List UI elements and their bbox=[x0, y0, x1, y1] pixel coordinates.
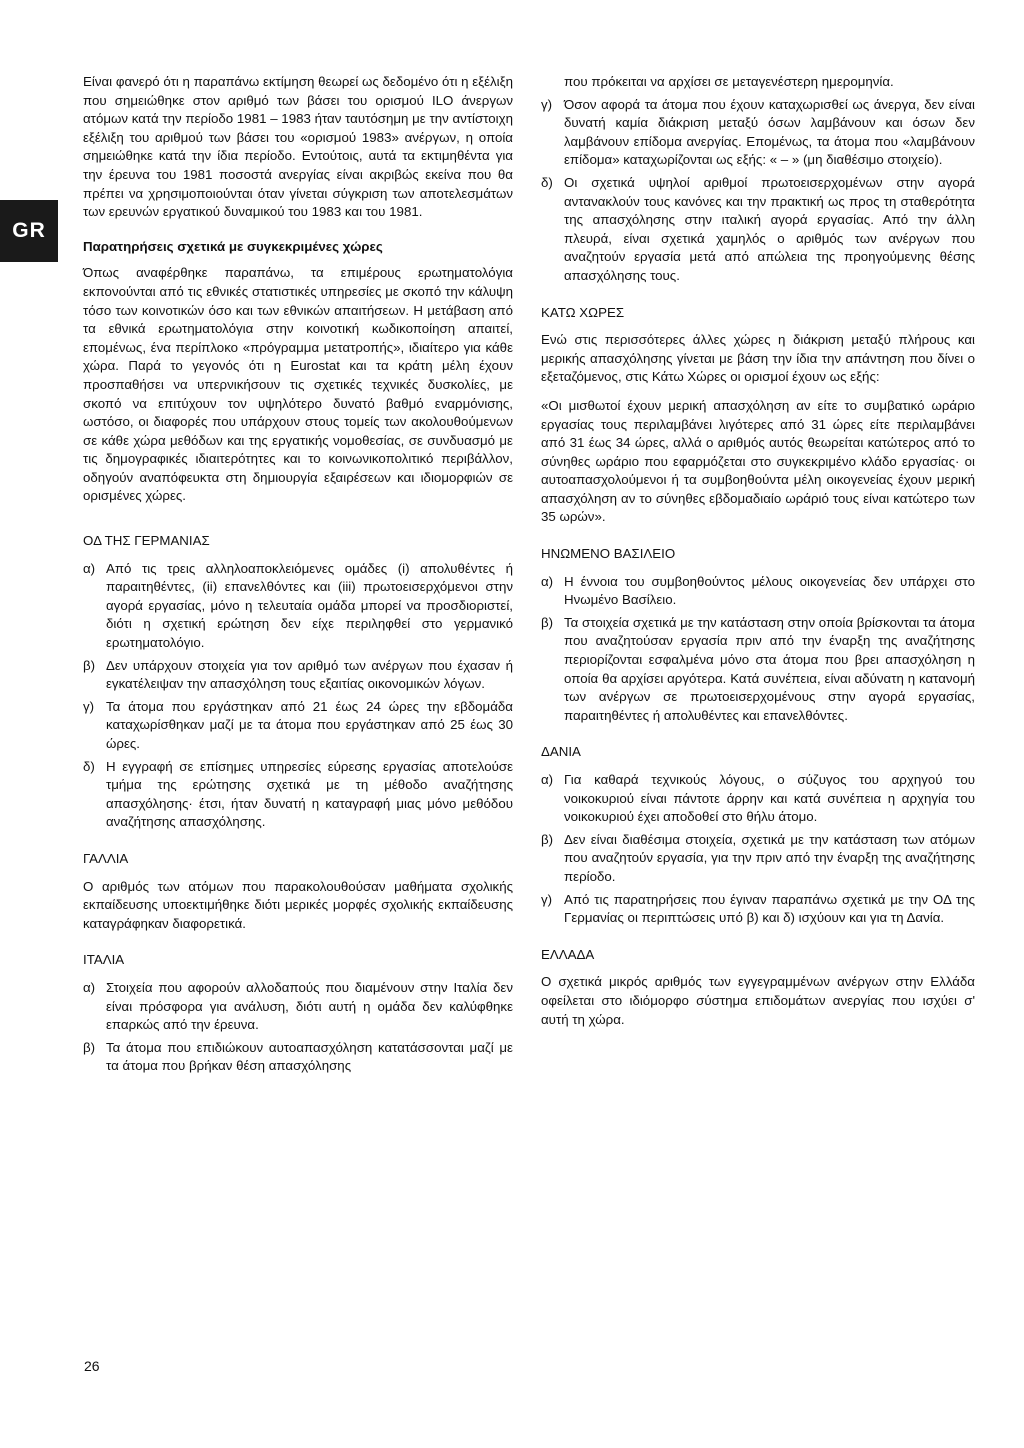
list-item-text: Τα άτομα που επιδιώκουν αυτοαπασχόληση κατατάσσονται μαζί με τα άτομα που βρήκαν θέση απασχόλησης bbox=[106, 1039, 513, 1074]
list-item-continuation bbox=[541, 73, 975, 92]
left-column bbox=[83, 73, 513, 1080]
france-paragraph: Ο αριθμός των ατόμων που παρακολουθούσαν μαθήματα σχολικής εκπαίδευσης υποεκτιμήθηκε διότι μερικές μορφές σχολικής εκπαίδευσης καταγράφηκαν διαφορετικά. bbox=[83, 878, 513, 931]
netherlands-definition: «Οι μισθωτοί έχουν μερική απασχόληση αν είτε το συμβατικό ωράριο εργασίας τους περιλαμβάνει λιγότερες από 31 ώρες είτε περιλαμβάνει από 31 έως 34 ώρες, αλλά ο αριθμός αυτός θεωρείται κατώτερος από το σύνηθες ωράριο που εφαρμόζεται στο συγκεκριμένο κλάδο εργασίας· οι αυτοαπασχολούμενοι ή τα συμβοηθούντα μέλη οικογενείας έχουν μερική απασχόληση αν το σύνηθες εβδομαδιαίο ωράριό τους είναι κατώτερο των 35 ωρών». bbox=[541, 397, 975, 525]
list-item-text: Στοιχεία που αφορούν αλλοδαπούς που διαμένουν στην Ιταλία δεν είναι πρόσφορα για ανάλυση, διότι αυτή η ομάδα δεν καλύφθηκε επαρκώς από την έρευνα. bbox=[106, 979, 513, 1033]
list-marker: β) bbox=[83, 657, 96, 673]
notes-heading: Παρατηρήσεις σχετικά με συγκεκριμένες χώρες bbox=[83, 238, 383, 254]
list-item bbox=[541, 174, 975, 286]
list-item bbox=[541, 96, 975, 170]
list-item bbox=[83, 979, 513, 1035]
uk-heading: ΗΝΩΜΕΝΟ ΒΑΣΙΛΕΙΟ bbox=[541, 546, 676, 562]
list-marker: β) bbox=[541, 831, 554, 847]
list-item bbox=[83, 657, 513, 694]
list-item-text: Όσον αφορά τα άτομα που έχουν καταχωρισθεί ως άνεργα, δεν είναι δυνατή καμία διάκριση μεταξύ όσων λαμβάνουν και όσων δεν λαμβάνουν επίδομα ανεργίας. Επομένως, τα άτομα που «λαμβάνουν επίδομα» καταχωρίζονται ως εξής: « – » (μη διαθέσιμο στοιχείο). bbox=[564, 96, 975, 168]
germany-heading: ΟΔ ΤΗΣ ΓΕΡΜΑΝΙΑΣ bbox=[83, 533, 210, 549]
list-marker: γ) bbox=[541, 891, 553, 907]
list-marker: δ) bbox=[541, 174, 553, 190]
list-item-text: Δεν είναι διαθέσιμα στοιχεία, σχετικά με την κατάσταση των ατόμων που αναζητούν εργασία, για την πριν από την έναρξη της αναζήτησης περίοδο. bbox=[564, 831, 975, 884]
list-marker: β) bbox=[541, 614, 554, 630]
list-item-text: Τα άτομα που εργάστηκαν από 21 έως 24 ώρες την εβδομάδα καταχωρίσθηκαν μαζί με τα άτομα που εργάστηκαν από 25 έως 30 ώρες. bbox=[106, 698, 513, 751]
list-item bbox=[83, 1039, 513, 1076]
greece-heading: ΕΛΛΑΔΑ bbox=[541, 946, 595, 962]
list-marker: α) bbox=[541, 772, 554, 787]
greece-paragraph: Ο σχετικά μικρός αριθμός των εγγεγραμμένων ανέργων στην Ελλάδα οφείλεται στο ιδιόμορφο σύστημα επιδομάτων ανεργίας που ισχύει σ' αυτή τη χώρα. bbox=[541, 974, 975, 1027]
list-item-text: Από τις παρατηρήσεις που έγιναν παραπάνω σχετικά με την ΟΔ της Γερμανίας οι περιπτώσεις υπό β) και δ) ισχύουν και για τη Δανία. bbox=[564, 891, 975, 926]
denmark-heading: ΔΑΝΙΑ bbox=[541, 744, 581, 760]
list-item bbox=[541, 771, 975, 827]
list-item-text: Από τις τρεις αλληλοαποκλειόμενες ομάδες (i) απολυθέντες ή παραιτηθέντες, (ii) επανελθόντες και (iii) πρωτοεισερχόμενοι στην αγορά εργασίας, μόνο η τελευταία ομάδα μπορεί να προσδιοριστεί, διότι η σχετική ερώτηση δεν είχε περιληφθεί στο γερμανικό ερωτηματολόγιο. bbox=[106, 560, 513, 651]
france-heading: ΓΑΛΛΙΑ bbox=[83, 850, 129, 866]
notes-paragraph: Όπως αναφέρθηκε παραπάνω, τα επιμέρους ερωτηματολόγια εκπονούνται από τις εθνικές στατιστικές υπηρεσίες με σκοπό την κάλυψη τόσο των κοινοτικών όσο και των εθνικών απαιτήσεων. Η μετάβαση από τα εθνικά ερωτηματολόγια στην κοινοτική κωδικοποίηση απαιτεί, επομένως, ένα περίπλοκο «πρόγραμμα μετατροπής», ιδιαίτερο για κάθε χώρα. Παρά το γεγονός ότι η Eurostat και τα κράτη μέλη έχουν προσπαθήσει να υπερνικήσουν τις σχετικές τεχνικές δυσκολίες, με σκοπό να επιτύχουν τον υψηλότερο δυνατό βαθμό εναρμόνισης, ωστόσο, οι διαφορές που υπάρχουν στους τομείς των ακολουθούμενων σε κάθε χώρα μεθόδων και της εργατικής νομοθεσίας, σε συνδυασμό με τις δημογραφικές ιδιαιτερότητες και το κοινωνικοπολιτικό περιβάλλον, οδηγούν αναπόφευκτα στη δημιουργία εξαιρέσεων και ιδιομορφιών σε ορισμένες χώρες. bbox=[83, 265, 513, 504]
list-marker: α) bbox=[541, 573, 554, 589]
list-item-text: Τα στοιχεία σχετικά με την κατάσταση στην οποία βρίσκονται τα άτομα που αναζητούσαν εργασία πριν από την έναρξη της αναζήτησης περιορίζονται εσφαλμένα μόνο στα άτομα που βρει απασχόληση η οποία θα αρχίσει αργότερα. Κατά συνέπεια, είναι αδύνατη η κατανομή των ανέργων σε πρωτοεισερχομένους στην αγορά εργασίας, παραιτηθέντες ή απολυθέντες και επανελθόντες. bbox=[564, 614, 975, 723]
netherlands-heading: ΚΑΤΩ ΧΩΡΕΣ bbox=[541, 304, 625, 320]
continuation-text: που πρόκειται να αρχίσει σε μεταγενέστερη ημερομηνία. bbox=[564, 74, 894, 89]
list-marker: γ) bbox=[541, 96, 553, 112]
list-item-text: Η εγγραφή σε επίσημες υπηρεσίες εύρεσης εργασίας αποτελούσε τμήμα της ερώτησης σχετικά με τη μέθοδο αναζήτησης απασχόλησης· έτσι, ήταν δυνατή η καταγραφή μιας μόνο μεθόδου αναζήτησης απασχόλησης. bbox=[106, 758, 513, 830]
list-marker: α) bbox=[83, 560, 96, 576]
list-marker: β) bbox=[83, 1039, 96, 1055]
list-item bbox=[541, 831, 975, 887]
list-item bbox=[541, 573, 975, 610]
netherlands-paragraph: Ενώ στις περισσότερες άλλες χώρες η διάκριση μεταξύ πλήρους και μερικής απασχόλησης γίνεται με βάση την ίδια την απάντηση που δίνει ο εξεταζόμενος, στις Κάτω Χώρες οι ορισμοί έχουν ως εξής: bbox=[541, 332, 975, 385]
list-marker: δ) bbox=[83, 758, 95, 774]
list-item bbox=[83, 758, 513, 832]
language-tab: GR bbox=[0, 200, 58, 262]
italy-heading: ΙΤΑΛΙΑ bbox=[83, 952, 125, 968]
list-item bbox=[541, 891, 975, 928]
list-item-text: Η έννοια του συμβοηθούντος μέλους οικογενείας δεν υπάρχει στο Ηνωμένο Βασίλειο. bbox=[564, 573, 975, 608]
list-item bbox=[83, 560, 513, 653]
list-item bbox=[83, 698, 513, 754]
list-item bbox=[541, 614, 975, 726]
list-item-text: Δεν υπάρχουν στοιχεία για τον αριθμό των ανέργων που έχασαν ή εγκατέλειψαν την απασχόληση τους εξαιτίας οικονομικών λόγων. bbox=[106, 657, 513, 692]
list-item-text: Οι σχετικά υψηλοί αριθμοί πρωτοεισερχομένων στην αγορά αντανακλούν τους κανόνες και την πρακτική ως προς τη σταθερότητα της απασχόλησης στην ιταλική αγορά εργασίας. Από την άλλη πλευρά, είναι σχετικά χαμηλός ο αριθμός των ανέργων που αναζητούν εργασία μετά από απώλεια της προηγούμενης θέσης απασχόλησης τους. bbox=[564, 174, 975, 283]
page-number: 26 bbox=[84, 1358, 100, 1374]
list-marker: α) bbox=[83, 979, 96, 995]
list-item-text: Για καθαρά τεχνικούς λόγους, ο σύζυγος του αρχηγού του νοικοκυριού είναι πάντοτε άρρην και κατά συνέπεια η αρχηγία του νοικοκυριού έχει αποδοθεί στο θήλυ άτομο. bbox=[564, 772, 975, 825]
intro-paragraph: Είναι φανερό ότι η παραπάνω εκτίμηση θεωρεί ως δεδομένο ότι η εξέλιξη που σημειώθηκε στον αριθμό των βάσει του ορισμού ILO άνεργων ατόμων κατά την περίοδο 1981 – 1983 ήταν ταυτόσημη με την αντίστοιχη εξέλιξη του αριθμού των βάσει του «ορισμού 1983» ανέργων, η οποία σημειώθηκε κατά την ίδια περίοδο. Εντούτοις, αυτά τα εκτιμηθέντα για την έρευνα του 1981 ποσοστά ανεργίας είναι ακριβώς εκείνα που θα πρέπει να χρησιμοποιούνται όταν γίνεται σύγκριση των αποτελεσμάτων των ερευνών εργατικού δυναμικού του 1983 και του 1981. bbox=[83, 74, 513, 220]
list-marker: γ) bbox=[83, 698, 95, 714]
right-column bbox=[541, 73, 975, 1039]
list-marker-blank bbox=[541, 73, 564, 92]
